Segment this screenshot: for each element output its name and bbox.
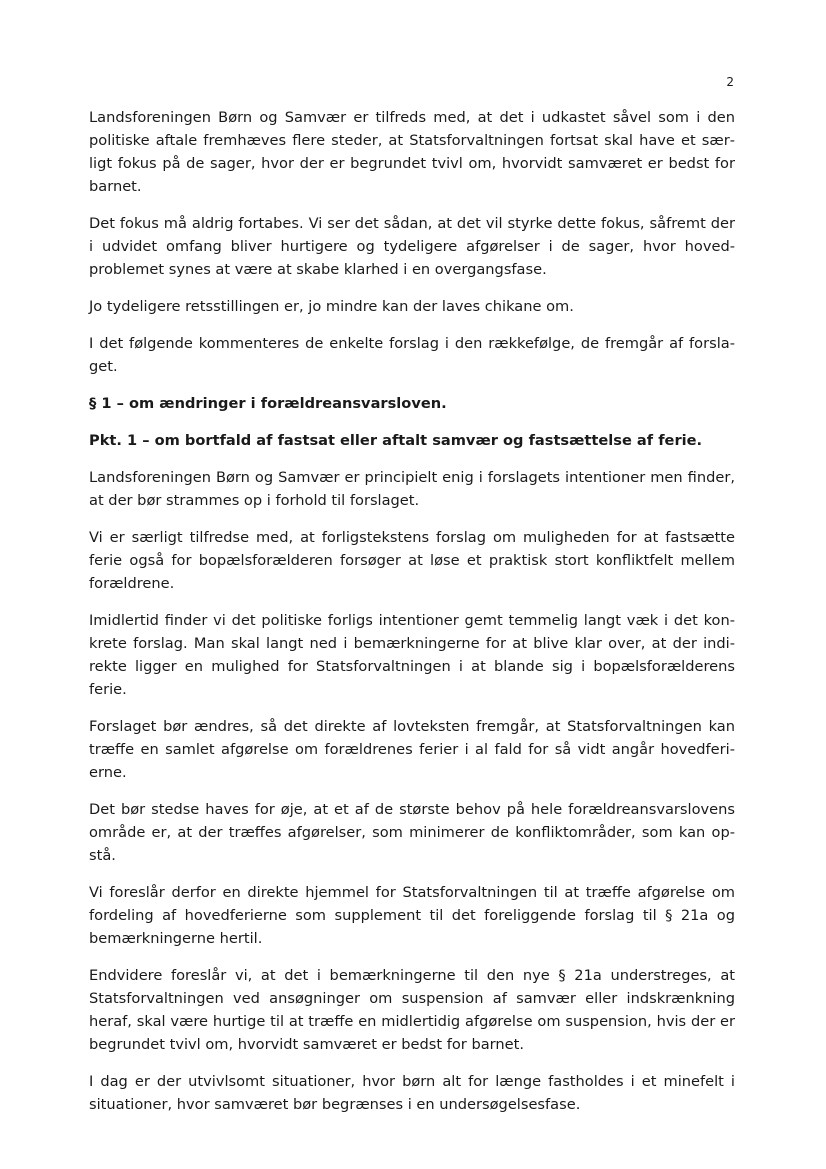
paragraph-amendment: Forslaget bør ændres, så det direkte af lovteksten fremgår, at Statsforvaltningen kan træffe en samlet afgørelse om forældrenes ferier i al fald for så vidt angår hovedferierne. <box>89 718 735 781</box>
section-heading: § 1 – om ændringer i forældreansvarsloven. <box>89 395 447 412</box>
paragraph-holiday: Vi er særligt tilfredse med, at forligstekstens forslag om muligheden for at fastsætte ferie også for bopælsforælderen forsøger at løse et praktisk stort konfliktfelt mellem forældrene. <box>89 529 735 592</box>
paragraph-situations: I dag er der utvivlsomt situationer, hvor børn alt for længe fastholdes i et minefelt i situationer, hvor samværet bør begrænses i en undersøgelsesfase. <box>89 1073 735 1113</box>
page-number: 2 <box>726 75 734 89</box>
paragraph-intentions: Imidlertid finder vi det politiske forligs intentioner gemt temmelig langt væk i det konkrete forslag. Man skal langt ned i bemærkningerne for at blive klar over, at der indirekte ligger en mulighed for Statsforvaltningen i at blande sig i bopælsforælderens ferie. <box>89 612 735 698</box>
document-body <box>89 106 735 1130</box>
paragraph-focus: Det fokus må aldrig fortabes. Vi ser det sådan, at det vil styrke dette fokus, såfremt der i udvidet omfang bliver hurtigere og tydeligere afgørelser i de sager, hvor hovedproblemet synes at være at skabe klarhed i en overgangsfase. <box>89 215 735 278</box>
paragraph-agreement: Landsforeningen Børn og Samvær er principielt enig i forslagets intentioner men finder, at der bør strammes op i forhold til forslaget. <box>89 469 735 509</box>
paragraph-clarity: Jo tydeligere retsstillingen er, jo mindre kan der laves chikane om. <box>89 298 574 315</box>
paragraph-needs: Det bør stedse haves for øje, at et af de største behov på hele forældreansvarslovens område er, at der træffes afgørelser, som minimerer de konfliktområder, som kan opstå. <box>89 801 735 864</box>
paragraph-intro: Landsforeningen Børn og Samvær er tilfreds med, at det i udkastet såvel som i den politiske aftale fremhæves flere steder, at Statsforvaltningen fortsat skal have et særligt fokus på de sager, hvor der er begrundet tvivl om, hvorvidt samværet er bedst for barnet. <box>89 109 735 195</box>
paragraph-proposal: Vi foreslår derfor en direkte hjemmel for Statsforvaltningen til at træffe afgørelse om fordeling af hovedferierne som supplement til det foreliggende forslag til § 21a og bemærkningerne hertil. <box>89 884 735 947</box>
paragraph-order: I det følgende kommenteres de enkelte forslag i den rækkefølge, de fremgår af forslaget. <box>89 335 735 375</box>
paragraph-suspension: Endvidere foreslår vi, at det i bemærkningerne til den nye § 21a understreges, at Statsforvaltningen ved ansøgninger om suspension af samvær eller indskrænkning heraf, skal være hurtige til at træffe en midlertidig afgørelse om suspension, hvis der er begrundet tvivl om, hvorvidt samværet er bedst for barnet. <box>89 967 735 1053</box>
subsection-heading: Pkt. 1 – om bortfald af fastsat eller aftalt samvær og fastsættelse af ferie. <box>89 432 703 449</box>
